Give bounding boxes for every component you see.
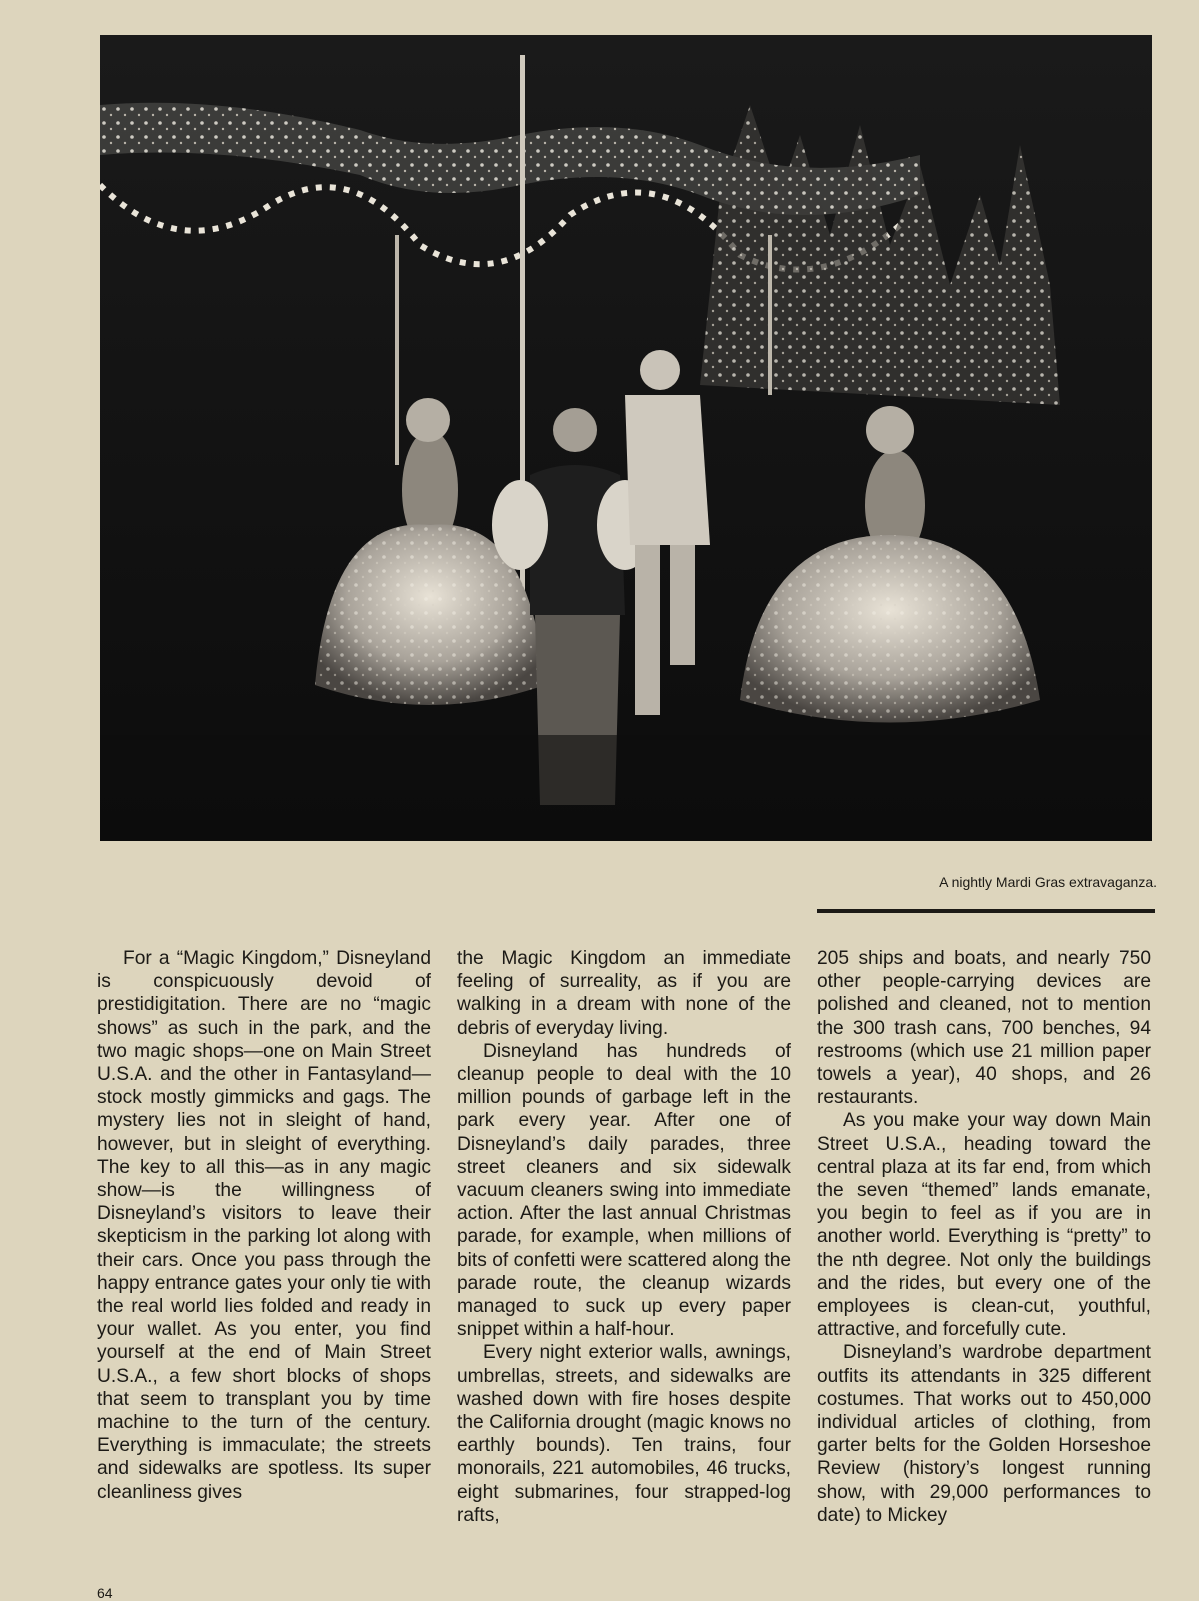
- paragraph: As you make your way down Main Street U.S.A., heading toward the central plaza at its far end, from which the seven “themed” lands emanate, you begin to feel as if you are in another world. Everything is “pretty” to the nth degree. Not only the buildings and the rides, but every one of the employees is clean-cut, youthful, attractive, and forcefully cute.: [817, 1110, 1151, 1341]
- page-number: 64: [97, 1585, 113, 1601]
- parade-photo-image: [100, 35, 1152, 841]
- paragraph: Every night exterior walls, awnings, umbrellas, streets, and sidewalks are washed down with fire hoses despite the California drought (magic knows no earthly bounds). Ten trains, four monorails, 221 automobiles, 46 trucks, eight submarines, four strapped-log rafts,: [457, 1342, 791, 1526]
- caption-rule: [817, 909, 1155, 913]
- paragraph: the Magic Kingdom an immediate feeling of surreality, as if you are walking in a dream with none of the debris of everyday living.: [457, 948, 791, 1039]
- paragraph: Disneyland has hundreds of cleanup people to deal with the 10 million pounds of garbage left in the park every year. After one of Disneyland’s daily parades, three street cleaners and six sidewalk vacuum cleaners swing into immediate action. After the last annual Christmas parade, for example, when millions of bits of confetti were scattered along the parade route, the cleanup wizards managed to suck up every paper snippet within a half-hour.: [457, 1040, 791, 1341]
- paragraph: Disneyland’s wardrobe department outfits its attendants in 325 different costumes. That works out to 450,000 individual articles of clothing, from garter belts for the Golden Horseshoe Review (history’s longest running show, with 29,000 performances to date) to Mickey: [817, 1342, 1151, 1526]
- parade-photo: [100, 35, 1152, 841]
- text-column-3: [817, 947, 1151, 1527]
- paragraph: For a “Magic Kingdom,” Disneyland is conspicuously devoid of prestidigitation. There are no “magic shows” as such in the park, and the two magic shops—one on Main Street U.S.A. and the other in Fantasyland—stock mostly gimmicks and gags. The mystery lies not in sleight of hand, however, but in sleight of everything. The key to all this—as in any magic show—is the willingness of Disneyland’s visitors to leave their skepticism in the parking lot along with their cars. Once you pass through the happy entrance gates your only tie with the real world lies folded and ready in your wallet. As you enter, you find yourself at the end of Main Street U.S.A., a few short blocks of shops that seem to transplant you by time machine to the turn of the century. Everything is immaculate; the streets and sidewalks are spotless. Its super cleanliness gives: [97, 948, 431, 1503]
- text-column-2: [457, 947, 791, 1527]
- photo-caption: A nightly Mardi Gras extravaganza.: [939, 874, 1157, 890]
- text-column-1: [97, 947, 431, 1504]
- paragraph: 205 ships and boats, and nearly 750 other people-carrying devices are polished and cleaned, not to mention the 300 trash cans, 700 benches, 94 restrooms (which use 21 million paper towels a year), 40 shops, and 26 restaurants.: [817, 948, 1151, 1109]
